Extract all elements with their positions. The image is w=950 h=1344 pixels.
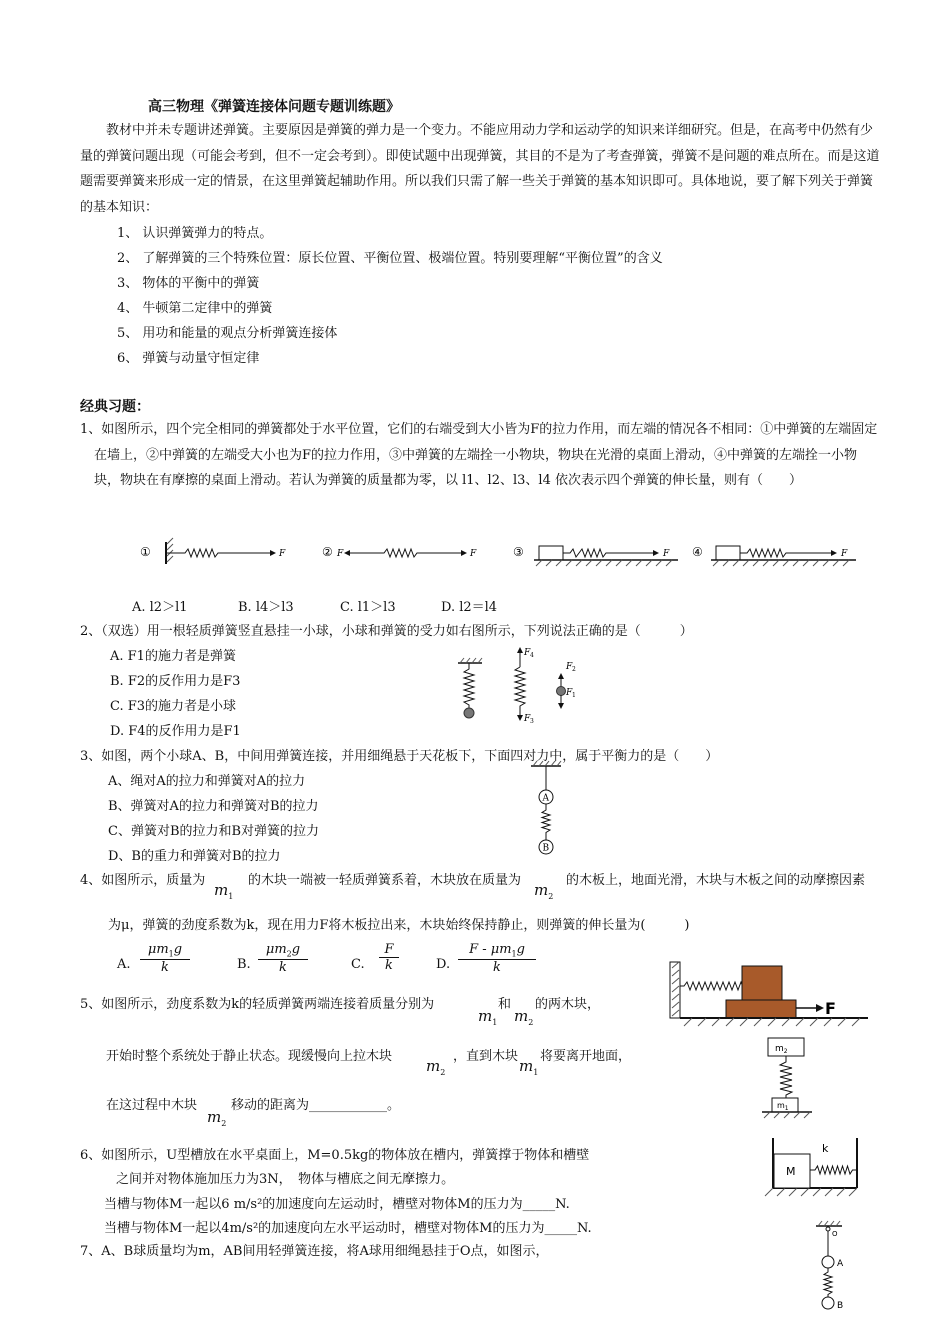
q2-label-f4: F xyxy=(524,648,531,658)
q7-figure xyxy=(808,1220,858,1312)
q4-option-a-label: A. xyxy=(117,957,131,972)
page-title: 高三物理《弹簧连接体问题专题训练题》 xyxy=(148,99,400,115)
point-2: 2、 了解弹簧的三个特殊位置：原长位置、平衡位置、极端位置。特别要理解“平衡位置”的含义 xyxy=(117,251,663,266)
q3-figure xyxy=(525,760,569,860)
q5-line3a: 在这过程中木块 xyxy=(106,1098,198,1113)
q5-line2b: ，直到木块 xyxy=(453,1049,519,1064)
svg-text:F: F xyxy=(841,549,848,559)
q4-m2: $m_2$ xyxy=(534,881,554,901)
q4-option-c-label: C. xyxy=(351,957,365,972)
q4-fig-label-f: F xyxy=(825,999,836,1018)
q2-option-c: C. F3的施力者是小球 xyxy=(110,699,237,714)
point-1: 1、 认识弹簧弹力的特点。 xyxy=(117,226,273,241)
q5-line1a: 5、如图所示，劲度系数为k的轻质弹簧两端连接着质量分别为 xyxy=(80,997,435,1012)
q5-m2b: $m_2$ xyxy=(426,1057,446,1077)
q7-fig-label-a: A xyxy=(837,1259,844,1269)
q6-line2: 之间并对物体施加压力为3N， 物体与槽底之间无摩擦力。 xyxy=(116,1172,455,1187)
q2-label-f3: F xyxy=(524,714,531,724)
q6-line4: 当槽与物体M一起以4m/s²的加速度向左水平运动时，槽壁对物体M的压力为_____N. xyxy=(104,1221,592,1236)
q4-option-a: $\frac{\mu m_1g}{k}$ xyxy=(140,942,190,975)
q4-option-c: $\frac{F}{k}$ xyxy=(379,942,399,973)
q5-fig-label-m1: $m_1$ xyxy=(777,1101,789,1112)
svg-text:3: 3 xyxy=(530,718,534,725)
q4-m1: $m_1$ xyxy=(214,881,234,901)
q3-label-a: A xyxy=(542,793,549,804)
q2-option-b: B. F2的反作用力是F3 xyxy=(110,674,241,689)
q5-line2c: 将要离开地面， xyxy=(540,1049,632,1064)
q1-fig-label-4: ④ xyxy=(692,545,703,559)
q6-figure xyxy=(765,1138,865,1198)
q3-option-a: A、绳对A的拉力和弹簧对A的拉力 xyxy=(108,774,306,789)
q2-label-f2: F xyxy=(566,662,573,672)
q4-line1b: 的木块一端被一轻质弹簧系着，木块放在质量为 xyxy=(248,873,522,888)
q1-fig-label-1: ① xyxy=(140,545,151,559)
section-heading: 经典习题： xyxy=(80,399,150,415)
q7-fig-label-b: B xyxy=(837,1301,844,1311)
q2-figure xyxy=(452,645,592,735)
q5-m1: $m_1$ xyxy=(478,1007,498,1027)
svg-text:F: F xyxy=(337,549,344,559)
q4-option-d: $\frac{F - \mu m_1g}{k}$ xyxy=(458,942,536,975)
q1-fig-label-2: ② xyxy=(322,545,333,559)
q1-option-c: C. l1＞l3 xyxy=(340,600,396,615)
point-4: 4、 牛顿第二定律中的弹簧 xyxy=(117,301,273,316)
svg-text:4: 4 xyxy=(530,652,534,659)
q5-line3b: 移动的距离为____________。 xyxy=(231,1098,401,1113)
svg-text:F: F xyxy=(663,549,670,559)
q4-figure xyxy=(670,962,870,1034)
q5-line2a: 开始时整个系统处于静止状态。现缓慢向上拉木块 xyxy=(106,1049,393,1064)
q6-line3: 当槽与物体M一起以6 m/s²的加速度向左运动时，槽壁对物体M的压力为_____N. xyxy=(104,1197,570,1212)
q5-figure xyxy=(760,1036,820,1120)
q3-option-b: B、弹簧对A的拉力和弹簧对B的拉力 xyxy=(108,799,319,814)
q3-option-c: C、弹簧对B的拉力和B对弹簧的拉力 xyxy=(108,824,320,839)
q5-fig-label-m2: $m_2$ xyxy=(775,1044,788,1055)
q2-option-a: A. F1的施力者是弹簧 xyxy=(110,649,236,664)
intro-paragraph: 教材中并未专题讲述弹簧。主要原因是弹簧的弹力是一个变力。不能应用动力学和运动学的知识来详细研究。但是，在高考中仍然有少量的弹簧问题出现（可能会考到，但不一定会考到）。即使试题中出现弹簧，其目的不是为了考查弹簧，弹簧不是问题的难点所在。而是这道题需要弹簧来形成一定的情景，在这里弹簧起辅助作用。所以我们只需了解一些关于弹簧的基本知识即可。具体地说，要了解下列关于弹簧的基本知识： xyxy=(80,123,880,215)
q1-fig-label-3: ③ xyxy=(513,545,524,559)
q4-line2: 为μ，弹簧的劲度系数为k，现在用力F将木板拉出来，木块始终保持静止，则弹簧的伸长量为( ) xyxy=(108,918,690,933)
q4-line1a: 4、如图所示，质量为 xyxy=(80,873,206,888)
svg-text:2: 2 xyxy=(572,666,576,673)
q6-line1: 6、如图所示，U型槽放在水平桌面上，M=0.5kg的物体放在槽内，弹簧撑于物体和槽壁 xyxy=(80,1148,590,1163)
q1-option-a: A. l2＞l1 xyxy=(132,600,188,615)
q2-text: 2、（双选）用一根轻质弹簧竖直悬挂一小球，小球和弹簧的受力如右图所示，下列说法正确的是（ ） xyxy=(80,624,693,639)
q1-text: 1、如图所示，四个完全相同的弹簧都处于水平位置，它们的右端受到大小皆为F的拉力作用，而左端的情况各不相同：①中弹簧的左端固定在墙上，②中弹簧的左端受大小也为F的拉力作用，③中弹簧的左端拴一小物块，物块在光滑的桌面上滑动，④中弹簧的左端拴一小物块，物块在有摩擦的桌面上滑动。若认为弹簧的质量都为零，以 l1、l2、l3、l4 依次表示四个弹簧的伸长量，则有（ ） xyxy=(80,422,878,488)
q2-option-d: D. F4的反作用力是F1 xyxy=(110,724,241,739)
q4-line1c: 的木板上，地面光滑，木块与木板之间的动摩擦因素 xyxy=(566,873,866,888)
q3-option-d: D、B的重力和弹簧对B的拉力 xyxy=(108,849,281,864)
q2-label-f1: F xyxy=(566,688,573,698)
svg-text:F: F xyxy=(470,549,477,559)
q4-option-d-label: D. xyxy=(436,957,451,972)
svg-text:F: F xyxy=(279,549,286,559)
q3-text: 3、如图，两个小球A、B，中间用弹簧连接，并用细绳悬于天花板下，下面四对力中，属于平衡力的是（ ） xyxy=(80,749,719,764)
point-3: 3、 物体的平衡中的弹簧 xyxy=(117,276,260,291)
svg-text:1: 1 xyxy=(572,692,576,699)
q5-m2c: $m_2$ xyxy=(207,1108,227,1128)
point-6: 6、 弹簧与动量守恒定律 xyxy=(117,351,260,366)
q6-fig-label-k: k xyxy=(822,1142,829,1155)
q3-label-b: B xyxy=(542,843,550,854)
q7-fig-label-o: O xyxy=(832,1230,838,1238)
q1-option-b: B. l4＞l3 xyxy=(238,600,294,615)
q6-fig-label-m: M xyxy=(786,1165,796,1178)
q4-option-b: $\frac{\mu m_2g}{k}$ xyxy=(258,942,308,975)
q5-line1b: 和 xyxy=(498,997,512,1012)
q5-line1c: 的两木块， xyxy=(535,997,601,1012)
q4-option-b-label: B. xyxy=(237,957,251,972)
q5-m2: $m_2$ xyxy=(514,1007,534,1027)
q1-figure xyxy=(130,538,860,578)
q5-m1b: $m_1$ xyxy=(519,1057,539,1077)
q1-option-d: D. l2＝l4 xyxy=(441,600,498,615)
q7-text: 7、A、B球质量均为m，AB间用轻弹簧连接，将A球用细绳悬挂于O点，如图示， xyxy=(80,1244,549,1259)
point-5: 5、 用功和能量的观点分析弹簧连接体 xyxy=(117,326,338,341)
